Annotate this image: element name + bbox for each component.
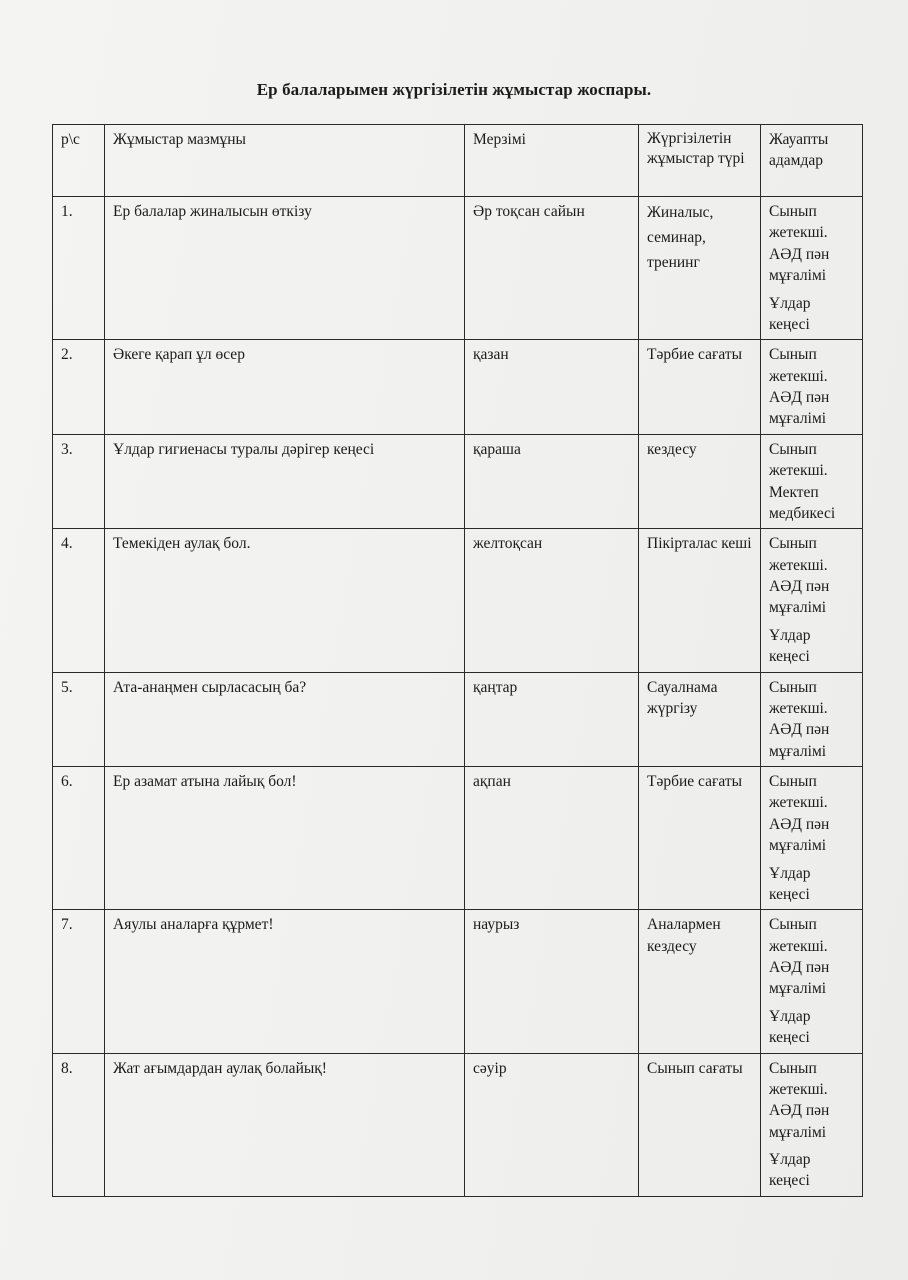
row-type: Сынып сағаты xyxy=(639,1053,761,1196)
table-row xyxy=(53,672,863,767)
row-responsible-line: Ұлдар кеңесі xyxy=(769,1007,811,1047)
row-content: Ер азамат атына лайық бол! xyxy=(105,767,465,910)
row-number: 8. xyxy=(53,1053,105,1196)
table-row xyxy=(53,197,863,340)
row-type: Тәрбие сағаты xyxy=(639,767,761,910)
row-date: қаңтар xyxy=(465,672,639,767)
row-responsible xyxy=(761,672,863,767)
row-type-line: Жиналыс, xyxy=(647,204,714,221)
header-num: р\с xyxy=(53,125,105,197)
row-responsible-line: Ұлдар кеңесі xyxy=(769,626,811,666)
row-responsible-line: Сынып жетекші. xyxy=(769,916,828,955)
row-responsible-line: АӘД пән мұғалімі xyxy=(769,815,830,855)
row-content: Әкеге қарап ұл өсер xyxy=(105,340,465,435)
row-date: қазан xyxy=(465,340,639,435)
row-responsible-line: АӘД пән мұғалімі xyxy=(769,721,830,760)
table-row xyxy=(53,434,863,529)
row-responsible xyxy=(761,529,863,672)
row-content: Ата-анаңмен сырласасың ба? xyxy=(105,672,465,767)
row-date: сәуір xyxy=(465,1053,639,1196)
row-type: Аналармен кездесу xyxy=(639,910,761,1053)
row-number: 1. xyxy=(53,197,105,340)
table-row xyxy=(53,767,863,910)
row-responsible xyxy=(761,910,863,1053)
header-type: Жүргізілетін жұмыстар түрі xyxy=(639,125,761,197)
row-responsible xyxy=(761,1053,863,1196)
row-responsible-line: АӘД пән мұғалімі xyxy=(769,1102,830,1141)
row-responsible xyxy=(761,340,863,435)
row-type: Пікірталас кеші xyxy=(639,529,761,672)
table-row xyxy=(53,340,863,435)
row-responsible-line: АӘД пән мұғалімі xyxy=(769,578,830,617)
row-number: 2. xyxy=(53,340,105,435)
row-content: Жат ағымдардан аулақ болайық! xyxy=(105,1053,465,1196)
table-header-row xyxy=(53,125,863,197)
row-responsible-line: Сынып жетекші. xyxy=(769,773,828,812)
row-responsible-line: Ұлдар кеңесі xyxy=(769,1151,811,1190)
row-type-line: семинар, xyxy=(647,228,706,246)
row-type: Сауалнама жүргізу xyxy=(639,672,761,767)
row-number: 3. xyxy=(53,434,105,529)
row-responsible-line: Сынып жетекші. xyxy=(769,203,828,242)
row-responsible-line: Ұлдар кеңесі xyxy=(769,864,811,903)
row-responsible-line: Ұлдар кеңесі xyxy=(769,294,811,333)
table-row xyxy=(53,1053,863,1196)
row-date: Әр тоқсан сайын xyxy=(465,197,639,340)
row-responsible-line: Сынып жетекші. xyxy=(769,1059,828,1098)
row-responsible-line: АӘД пән мұғалімі xyxy=(769,959,830,998)
row-responsible xyxy=(761,767,863,910)
table-row xyxy=(53,529,863,672)
row-type: кездесу xyxy=(639,434,761,529)
row-responsible-line: Сынып жетекші. xyxy=(769,440,828,480)
row-number: 4. xyxy=(53,529,105,672)
row-type-line: тренинг xyxy=(647,253,700,271)
row-responsible-line: АӘД пән мұғалімі xyxy=(769,389,830,428)
row-responsible-line: Сынып жетекші. xyxy=(769,535,828,574)
row-responsible-line: Сынып жетекші. xyxy=(769,678,828,717)
row-responsible-line: Сынып жетекші. xyxy=(769,346,828,385)
table-row xyxy=(53,910,863,1053)
header-responsible: Жауапты адамдар xyxy=(761,125,863,197)
row-number: 6. xyxy=(53,767,105,910)
row-content: Темекіден аулақ бол. xyxy=(105,529,465,672)
row-date: ақпан xyxy=(465,767,639,910)
row-content: Аяулы аналарға құрмет! xyxy=(105,910,465,1053)
document-title: Ер балаларымен жүргізілетін жұмыстар жоспары. xyxy=(256,80,652,99)
row-content: Ұлдар гигиенасы туралы дәрігер кеңесі xyxy=(105,434,465,529)
header-date: Мерзімі xyxy=(465,125,639,197)
row-date: желтоқсан xyxy=(465,529,639,672)
row-responsible xyxy=(761,197,863,340)
header-content: Жұмыстар мазмұны xyxy=(105,125,465,197)
work-plan-table xyxy=(52,124,863,1197)
row-content: Ер балалар жиналысын өткізу xyxy=(105,197,465,340)
row-number: 7. xyxy=(53,910,105,1053)
row-type: Тәрбие сағаты xyxy=(639,340,761,435)
row-date: наурыз xyxy=(465,910,639,1053)
row-date: қараша xyxy=(465,434,639,529)
row-responsible-line: АӘД пән мұғалімі xyxy=(769,245,830,285)
row-type xyxy=(639,197,761,340)
row-responsible xyxy=(761,434,863,529)
row-responsible-line: Мектеп медбикесі xyxy=(769,483,836,522)
row-number: 5. xyxy=(53,672,105,767)
